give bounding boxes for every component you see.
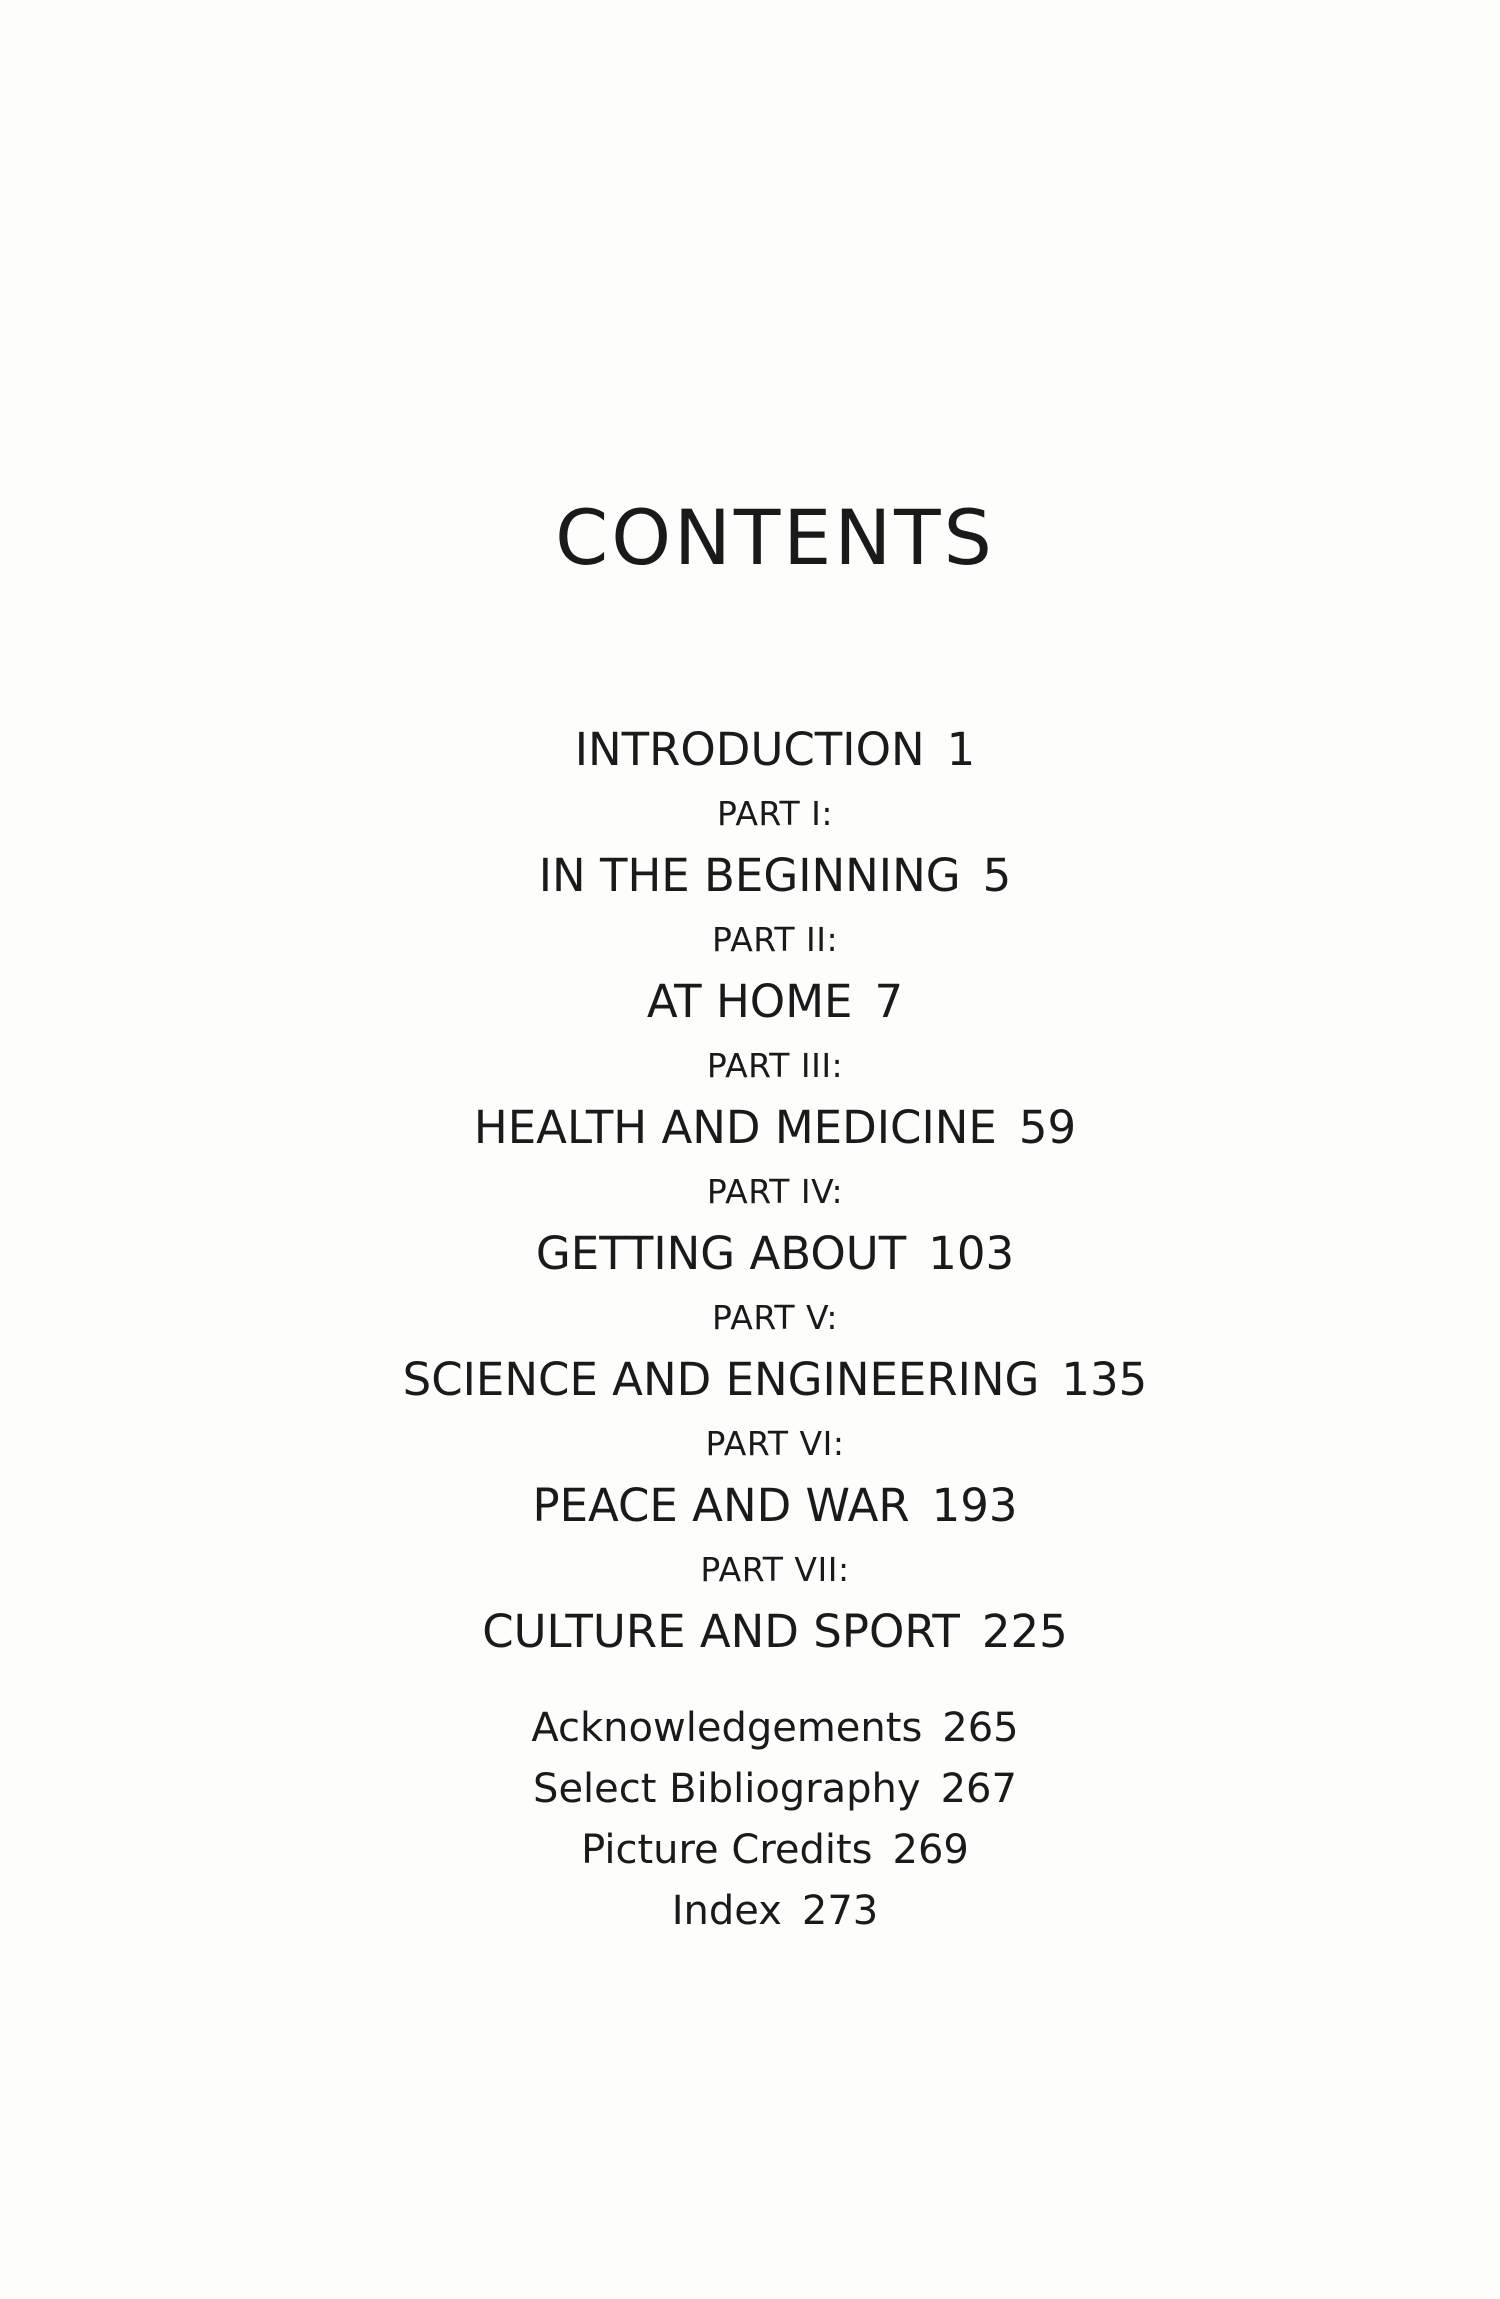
entry-label: AT HOME (646, 975, 853, 1028)
toc-entry-acknowledgements (0, 1698, 1500, 1759)
entry-page-number: 103 (928, 1227, 1015, 1280)
toc-entry-part-6 (0, 1478, 1500, 1534)
entry-page-number: 273 (801, 1888, 879, 1934)
back-matter-list (0, 1698, 1500, 1942)
entry-label: PEACE AND WAR (532, 1479, 910, 1532)
part-label: PART I: (717, 794, 833, 833)
entry-page-number: 265 (942, 1705, 1019, 1751)
entry-label: GETTING ABOUT (535, 1227, 907, 1280)
toc-entry-part-4 (0, 1226, 1500, 1282)
toc-entry-part-3 (0, 1100, 1500, 1156)
part-label: PART VI: (705, 1424, 845, 1463)
entry-label: IN THE BEGINNING (538, 849, 961, 902)
entry-page-number: 1 (946, 723, 976, 776)
entry-label: SCIENCE AND ENGINEERING (402, 1353, 1040, 1406)
part-label: PART IV: (706, 1172, 844, 1211)
entry-page-number: 225 (981, 1605, 1068, 1658)
toc-entry-part-2 (0, 974, 1500, 1030)
table-of-contents (0, 722, 1500, 1942)
toc-entry-picture-credits (0, 1820, 1500, 1881)
part-label: PART VII: (700, 1550, 850, 1589)
entry-page-number: 7 (874, 975, 904, 1028)
page-title: CONTENTS (555, 493, 995, 582)
entry-page-number: 5 (982, 849, 1012, 902)
entry-label: Picture Credits (581, 1827, 873, 1873)
entry-label: Select Bibliography (533, 1766, 921, 1812)
toc-entry-introduction (0, 722, 1500, 778)
toc-entry-part-1 (0, 848, 1500, 904)
entry-label: HEALTH AND MEDICINE (473, 1101, 997, 1154)
entry-page-number: 269 (892, 1827, 969, 1873)
toc-entry-bibliography (0, 1759, 1500, 1820)
entry-label: Index (671, 1888, 782, 1934)
part-label: PART II: (711, 920, 839, 959)
part-label: PART III: (706, 1046, 844, 1085)
part-label: PART V: (711, 1298, 839, 1337)
toc-entry-part-7 (0, 1604, 1500, 1660)
entry-label: INTRODUCTION (574, 723, 925, 776)
entry-page-number: 59 (1018, 1101, 1077, 1154)
entry-page-number: 193 (931, 1479, 1018, 1532)
entry-page-number: 135 (1061, 1353, 1148, 1406)
toc-entry-part-5 (0, 1352, 1500, 1408)
toc-entry-index (0, 1881, 1500, 1942)
entry-page-number: 267 (940, 1766, 1017, 1812)
entry-label: CULTURE AND SPORT (482, 1605, 960, 1658)
entry-label: Acknowledgements (531, 1705, 923, 1751)
